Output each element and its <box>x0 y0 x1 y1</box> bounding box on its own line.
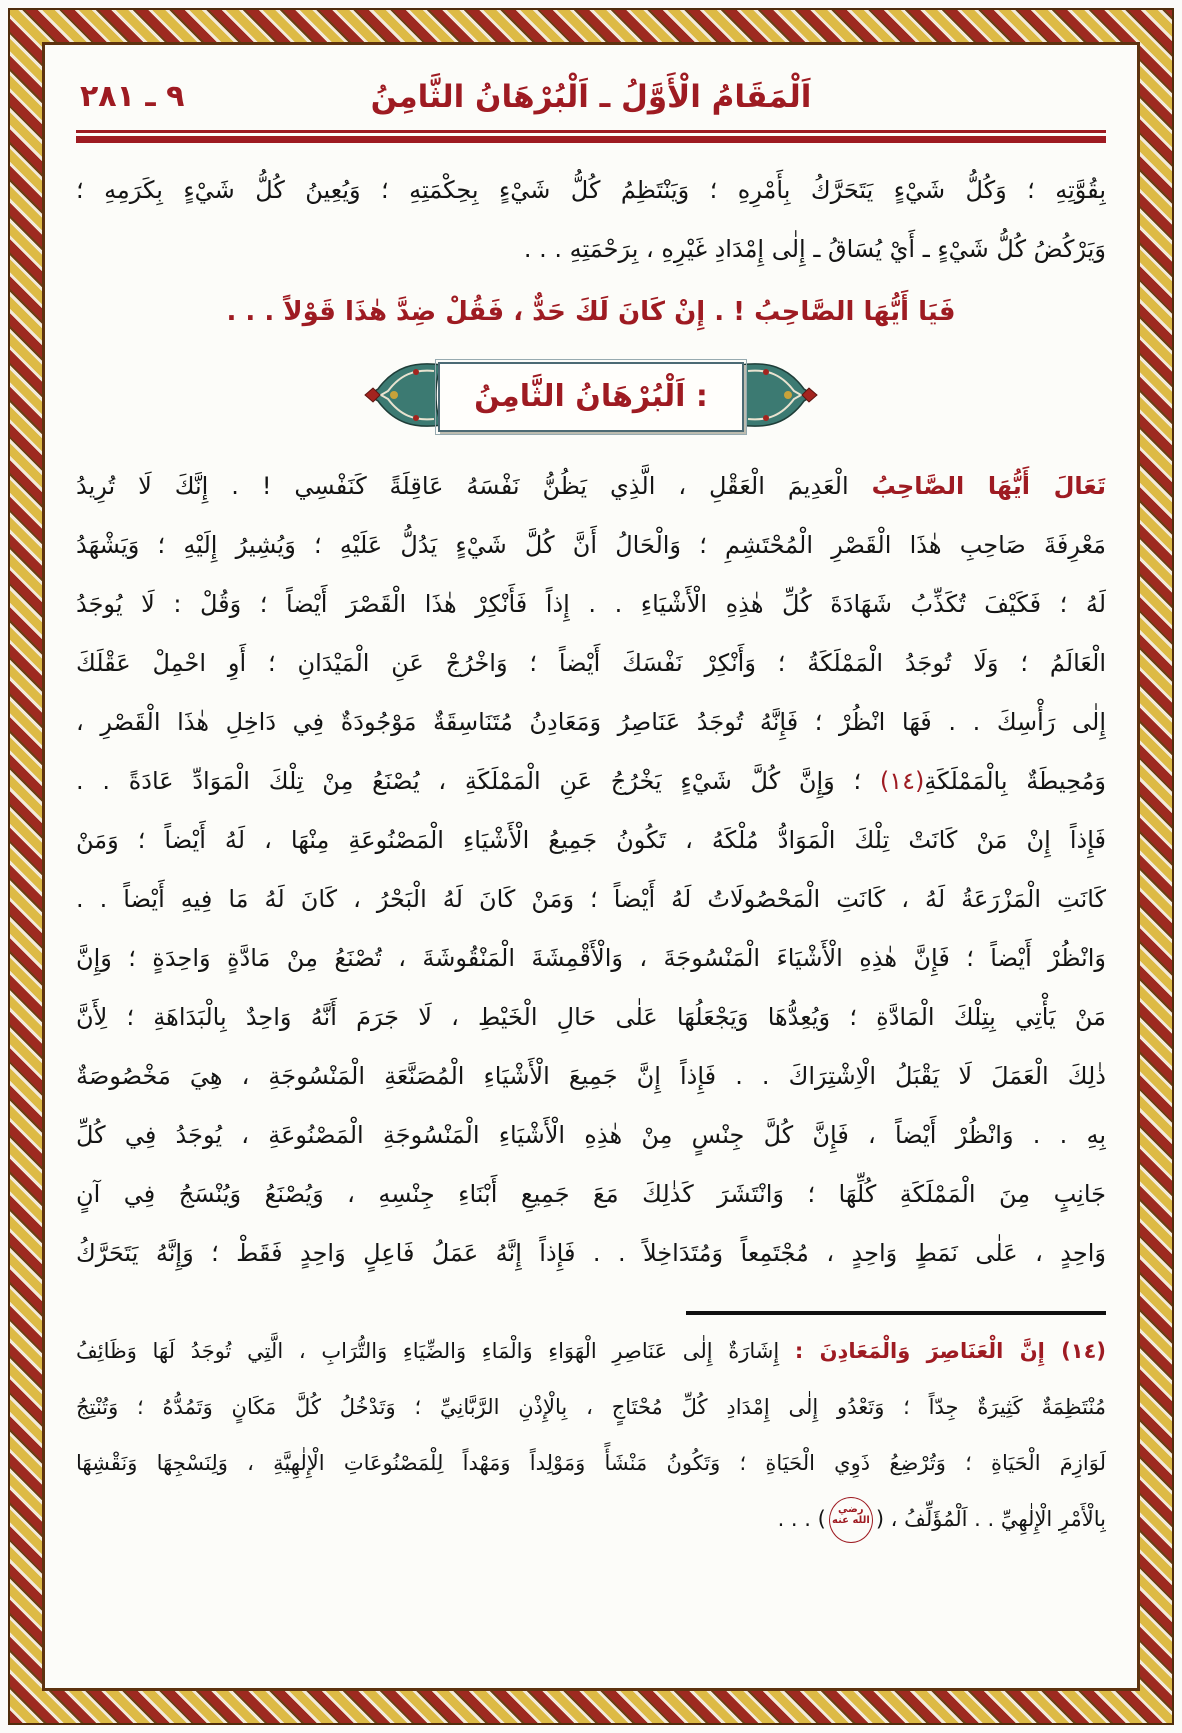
body-line: مَنْ يَأْتِي بِتِلْكَ الْمَادَّةِ ؛ وَيُعِدُّهَا وَيَجْعَلُهَا عَلٰى حَالِ الْخَيْطِ ، لَا جَرَمَ أَنَّهُ وَاحِدٌ بِالْبَدَاهَةِ ؛ لِأَنَّ <box>76 1003 1106 1031</box>
section-title-box <box>438 362 744 432</box>
ornament-wing-right-icon <box>738 359 818 435</box>
body-line: فَإِذاً إِنْ مَنْ كَانَتْ تِلْكَ الْمَوَادُّ مُلْكَهُ ، تَكُونُ جَمِيعُ الْأَشْيَاءِ الْمَصْنُوعَةِ مِنْهَا ، لَهُ أَيْضاً ؛ وَمَنْ <box>76 826 1106 854</box>
body-line: الْعَالَمُ ؛ وَلَا تُوجَدُ الْمَمْلَكَةُ ؛ وَأَنْكِرْ نَفْسَكَ أَيْضاً ؛ وَاخْرُجْ عَنِ الْمَيْدَانِ ؛ أَوِ احْمِلْ عَقْلَكَ <box>76 649 1106 677</box>
body-line: كَانَتِ الْمَزْرَعَةُ لَهُ ، كَانَتِ الْمَحْصُولَاتُ لَهُ أَيْضاً ؛ وَمَنْ كَانَ لَهُ الْبَحْرُ ، كَانَ لَهُ مَا فِيهِ أَيْضاً . . <box>76 885 1106 913</box>
address-line: فَيَا أَيُّهَا الصَّاحِبُ ! . إِنْ كَانَ لَكَ حَدٌّ ، فَقُلْ ضِدَّ هٰذَا قَوْلاً . . . <box>226 297 956 327</box>
body-lead-red: تَعَالَ أَيُّهَا الصَّاحِبُ <box>871 472 1106 500</box>
body-line-text: الْعَدِيمَ الْعَقْلِ ، الَّذِي يَظُنُّ نَفْسَهُ عَاقِلَةً كَنَفْسِي ! . إِنَّكَ لَا تُرِيدُ <box>76 472 872 500</box>
footnote <box>76 1323 1106 1547</box>
page-number: ٩ ـ ٢٨١ <box>80 79 185 114</box>
footnote-line-text: بِالْأَمْرِ الْإِلٰهِيِّ . . اَلْمُؤَلِّفُ ، ( <box>875 1507 1106 1531</box>
footnote-line <box>76 1491 1106 1547</box>
body-line: ذٰلِكَ الْعَمَلَ لَا يَقْبَلُ الْاِشْتِرَاكَ . . فَإِذاً إِنَّ جَمِيعَ الْأَشْيَاءِ الْمُصَنَّعَةِ الْمَنْسُوجَةِ ، هِيَ مَخْصُوصَةٌ <box>76 1062 1106 1090</box>
intro-line: وَيَرْكُضُ كُلُّ شَيْءٍ ـ أَيْ يُسَاقُ ـ إِلٰى إِمْدَادِ غَيْرِهِ ، بِرَحْمَتِهِ . . . <box>523 235 1106 263</box>
body-line: جَانِبٍ مِنَ الْمَمْلَكَةِ كُلِّهَا ؛ وَانْتَشَرَ كَذٰلِكَ مَعَ جَمِيعِ أَبْنَاءِ جِنْسِهِ ، وَيُصْنَعُ وَيُنْسَجُ فِي آنٍ <box>76 1180 1106 1208</box>
header-rule-thin <box>76 130 1106 133</box>
body-paragraph <box>76 457 1106 1283</box>
body-line: مَعْرِفَةَ صَاحِبِ هٰذَا الْقَصْرِ الْمُحْتَشِمِ ؛ وَالْحَالُ أَنَّ كُلَّ شَيْءٍ يَدُلُّ عَلَيْهِ ؛ وَيُشِيرُ إِلَيْهِ ؛ وَيَشْهَدُ <box>76 531 1106 559</box>
section-title: اَلْبُرْهَانُ الثَّامِنُ : <box>474 379 708 414</box>
footnote-line <box>76 1323 1106 1379</box>
page-header <box>76 66 1106 128</box>
intro-line: بِقُوَّتِهِ ؛ وَكُلُّ شَيْءٍ يَتَحَرَّكُ بِأَمْرِهِ ؛ وَيَنْتَظِمُ كُلُّ شَيْءٍ بِحِكْمَتِهِ ؛ وَيُعِينُ كُلُّ شَيْءٍ بِكَرَمِهِ ؛ <box>76 176 1106 204</box>
footnote-line-text: ) . . . <box>777 1507 826 1531</box>
footnote-line: لَوَازِمَ الْحَيَاةِ ؛ وَتُرْضِعُ ذَوِي الْحَيَاةِ ؛ وَتَكُونُ مَنْشَأً وَمَوْلِداً وَمَهْداً لِلْمَصْنُوعَاتِ الْإِلٰهِيَّةِ ، وَلِنَسْجِهَا وَنَقْشِهَا <box>76 1451 1106 1475</box>
page-content <box>76 56 1106 1685</box>
header-rule-thick <box>76 136 1106 143</box>
body-line <box>76 752 1106 811</box>
body-line: وَاحِدٍ ، عَلٰى نَمَطٍ وَاحِدٍ ، مُجْتَمِعاً وَمُتَدَاخِلاً . . فَإِذاً إِنَّهُ عَمَلُ فَاعِلٍ وَاحِدٍ فَقَطْ ؛ وَإِنَّهُ يَتَحَرَّكُ <box>76 1239 1106 1267</box>
footnote-ref: (١٤) <box>879 767 925 795</box>
author-seal-icon: رضي الله عنه <box>829 1497 873 1543</box>
intro-paragraph <box>76 161 1106 279</box>
ornament-wing-left-icon <box>364 359 444 435</box>
body-line-text: وَمُحِيطَةٌ بِالْمَمْلَكَةِ <box>924 767 1106 795</box>
header-title: اَلْمَقَامُ الْأَوَّلُ ـ اَلْبُرْهَانُ الثَّامِنُ <box>370 79 812 115</box>
body-line: وَانْظُرْ أَيْضاً ؛ فَإِنَّ هٰذِهِ الْأَشْيَاءَ الْمَنْسُوجَةَ ، وَالْأَقْمِشَةَ الْمَنْقُوشَةَ ، تُصْنَعُ مِنْ مَادَّةٍ وَاحِدَةٍ ؛ وَإِنَّ <box>76 944 1106 972</box>
section-ornament <box>76 351 1106 443</box>
footnote-label: (١٤) إِنَّ الْعَنَاصِرَ وَالْمَعَادِنَ : <box>794 1339 1106 1363</box>
body-line-text: ؛ وَإِنَّ كُلَّ شَيْءٍ يَخْرُجُ عَنِ الْمَمْلَكَةِ ، يُصْنَعُ مِنْ تِلْكَ الْمَوَادِّ عَادَةً . . <box>76 767 880 795</box>
footnote-line-text: إِشَارَةٌ إِلٰى عَنَاصِرِ الْهَوَاءِ وَالْمَاءِ وَالضِّيَاءِ وَالتُّرَابِ ، الَّتِي تُوجَدُ لَهَا وَظَائِفُ <box>76 1339 795 1363</box>
footnote-line: مُنْتَظِمَةٌ كَثِيرَةٌ جِدّاً ؛ وَتَعْدُو إِلٰى إِمْدَادِ كُلِّ مُحْتَاجٍ ، بِالْإِذْنِ الرَّبَّانِيِّ ؛ وَتَدْخُلُ كُلَّ مَكَانٍ وَتَمُدُّهُ ؛ وَتُنْتِجُ <box>76 1395 1106 1419</box>
body-line: إِلٰى رَأْسِكَ . . فَهَا انْظُرْ ؛ فَإِنَّهُ تُوجَدُ عَنَاصِرُ وَمَعَادِنُ مُتَنَاسِقَةٌ مَوْجُودَةٌ فِي دَاخِلِ هٰذَا الْقَصْرِ ، <box>76 708 1106 736</box>
footnote-separator <box>686 1311 1106 1315</box>
body-line: لَهُ ؛ فَكَيْفَ تُكَذِّبُ شَهَادَةَ كُلِّ هٰذِهِ الْأَشْيَاءِ . . إِذاً فَأَنْكِرْ هٰذَا الْقَصْرَ أَيْضاً ؛ وَقُلْ : لَا يُوجَدُ <box>76 590 1106 618</box>
body-line <box>76 457 1106 516</box>
body-line: بِهِ . . وَانْظُرْ أَيْضاً ، فَإِنَّ كُلَّ جِنْسٍ مِنْ هٰذِهِ الْأَشْيَاءِ الْمَنْسُوجَةِ الْمَصْنُوعَةِ ، يُوجَدُ فِي كُلِّ <box>76 1121 1106 1149</box>
